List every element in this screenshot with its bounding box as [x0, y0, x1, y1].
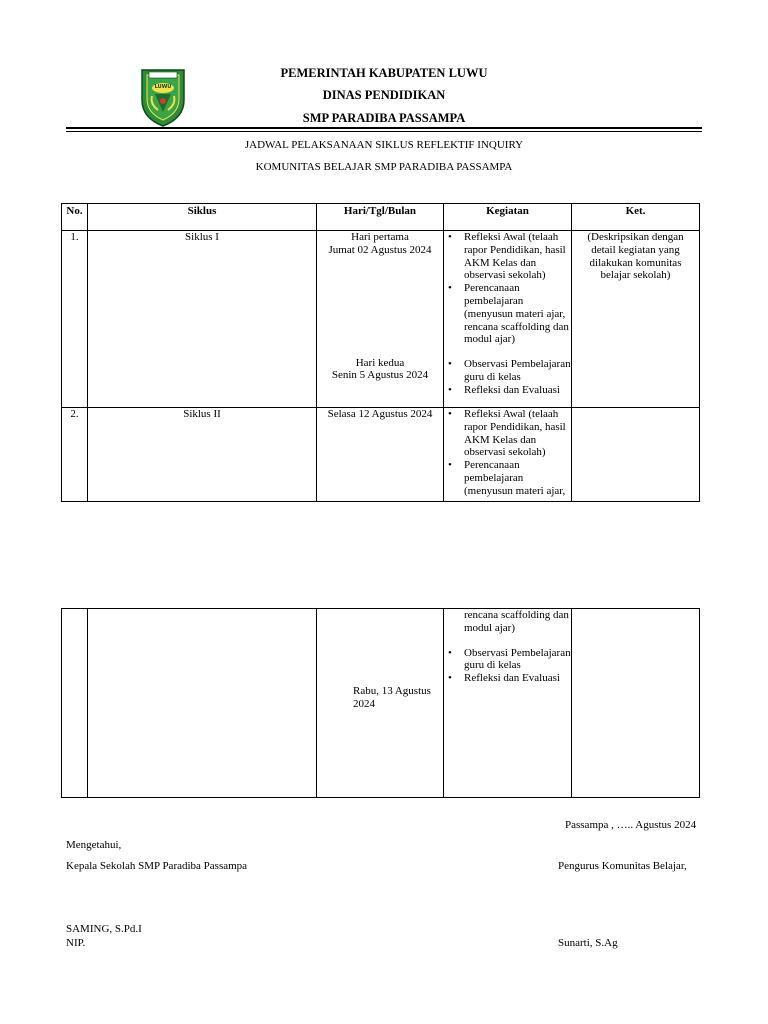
header-rule-thick — [66, 127, 702, 129]
row1-siklus: Siklus I — [88, 231, 317, 408]
row2c-dates — [317, 609, 444, 798]
row1-day2-date: Senin 5 Agustus 2024 — [331, 369, 429, 382]
list-item: • Perencanaan pembelajaran (menyusun materi ajar, rencana scaffolding dan modul ajar) — [464, 282, 571, 346]
row2-no: 2. — [62, 408, 88, 502]
header-department: DINAS PENDIDIKAN — [322, 88, 446, 102]
row1-ket: (Deskripsikan dengan detail kegiatan yang dilakukan komunitas belajar sekolah) — [572, 231, 700, 408]
list-item: • Refleksi dan Evaluasi — [464, 384, 571, 397]
row2c-ket — [572, 609, 700, 798]
principal-name: SAMING, S.Pd.I — [66, 923, 142, 935]
row1-day1-date: Jumat 02 Agustus 2024 — [328, 243, 432, 256]
list-item: • Perencanaan pembelajaran (menyusun materi ajar, — [464, 459, 571, 497]
list-item: • Observasi Pembelajaran guru di kelas — [464, 647, 571, 673]
row2c-date2: Rabu, 13 Agustus 2024 — [353, 685, 431, 710]
row1-no: 1. — [62, 231, 88, 408]
row1-day1-label: Hari pertama — [351, 231, 409, 243]
row2-activities — [444, 408, 572, 502]
document-title: JADWAL PELAKSANAAN SIKLUS REFLEKTIF INQUIRY — [244, 139, 524, 151]
table-row — [62, 231, 700, 408]
committee-name: Sunarti, S.Ag — [558, 937, 618, 949]
header-school: SMP PARADIBA PASSAMPA — [302, 111, 466, 125]
table-row — [62, 609, 700, 798]
place-date: Passampa , ….. Agustus 2024 — [565, 819, 697, 831]
principal-title: Kepala Sekolah SMP Paradiba Passampa — [66, 860, 248, 872]
header-hari: Hari/Tgl/Bulan — [317, 204, 444, 231]
list-item: • Refleksi Awal (telaah rapor Pendidikan, hasil AKM Kelas dan observasi sekolah) — [464, 231, 571, 282]
row1-activities — [444, 231, 572, 408]
header-ket: Ket. — [572, 204, 700, 231]
list-item: • Refleksi Awal (telaah rapor Pendidikan, hasil AKM Kelas dan observasi sekolah) — [464, 408, 571, 459]
row2c-no — [62, 609, 88, 798]
principal-nip: NIP. — [66, 937, 86, 949]
row2-ket — [572, 408, 700, 502]
header-kegiatan: Kegiatan — [444, 204, 572, 231]
list-item: • Refleksi dan Evaluasi — [464, 672, 571, 685]
table-row — [62, 408, 700, 502]
row2-siklus: Siklus II — [88, 408, 317, 502]
row1-dates — [317, 231, 444, 408]
list-item: • Observasi Pembelajaran guru di kelas — [464, 358, 571, 384]
header-siklus: Siklus — [88, 204, 317, 231]
row2c-cont-text: rencana scaffolding dan modul ajar) — [464, 609, 569, 634]
logo-text: LUWU — [154, 84, 172, 90]
row2c-siklus — [88, 609, 317, 798]
header-no: No. — [62, 204, 88, 231]
row2c-activities — [444, 609, 572, 798]
committee-title: Pengurus Komunitas Belajar, — [558, 860, 687, 872]
row2-date1: Selasa 12 Agustus 2024 — [317, 408, 444, 502]
table-header-row — [62, 204, 700, 231]
schedule-table — [61, 203, 700, 502]
header-rule-thin — [66, 131, 702, 132]
schedule-table-continued — [61, 608, 700, 798]
document-subtitle: KOMUNITAS BELAJAR SMP PARADIBA PASSAMPA — [255, 161, 513, 173]
header-government: PEMERINTAH KABUPATEN LUWU — [280, 66, 488, 80]
mengetahui-label: Mengetahui, — [66, 839, 122, 851]
row1-day2-label: Hari kedua — [355, 356, 405, 369]
